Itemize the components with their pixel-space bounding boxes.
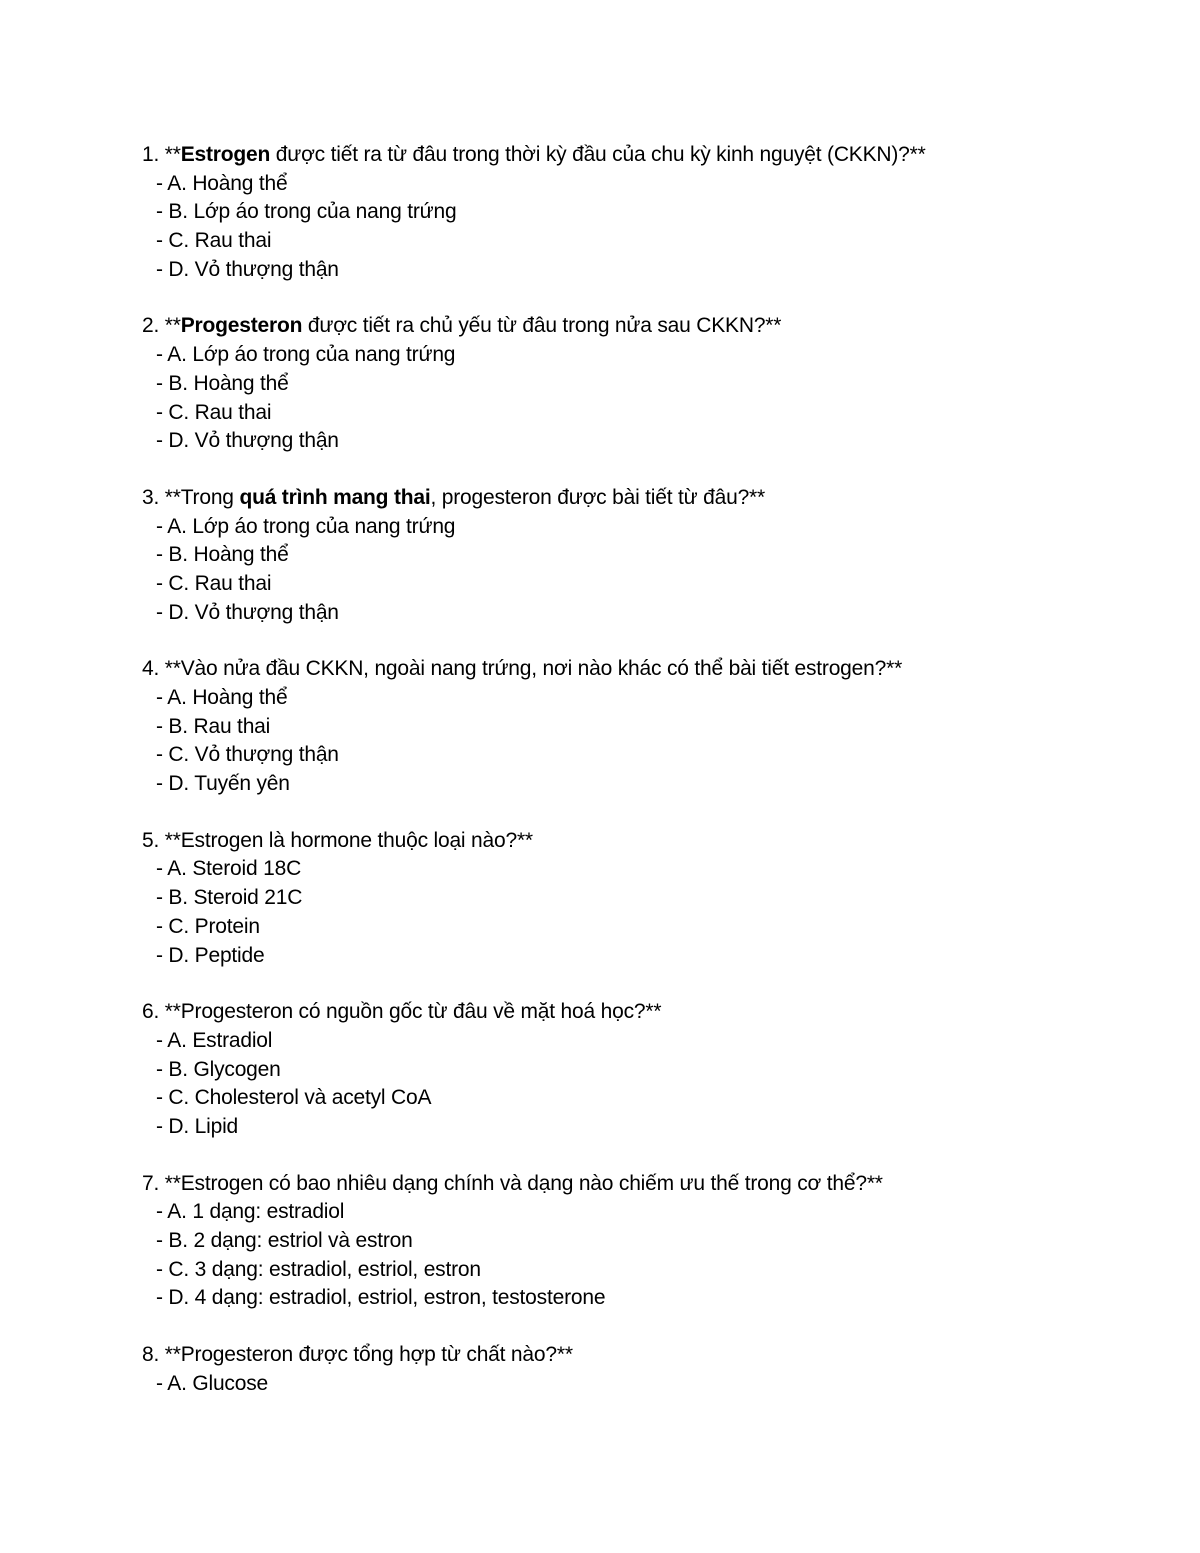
question-number: 7. xyxy=(142,1171,160,1195)
question-7 xyxy=(142,1170,1142,1313)
answer-option: - B. Steroid 21C xyxy=(156,886,303,910)
question-number: 3. xyxy=(142,485,160,509)
question-4 xyxy=(142,655,1142,798)
question-bold-term: Progesteron xyxy=(180,314,303,338)
question-list xyxy=(142,141,1142,1426)
question-prefix: **Trong xyxy=(164,485,240,509)
question-3 xyxy=(142,484,1142,627)
question-text xyxy=(142,827,1142,856)
answer-option: - D. Vỏ thượng thận xyxy=(156,257,339,281)
question-text xyxy=(142,1170,1142,1199)
answer-option: - C. Protein xyxy=(156,914,260,938)
answer-option: - D. Peptide xyxy=(156,943,265,967)
question-5 xyxy=(142,827,1142,970)
answer-option: - A. 1 dạng: estradiol xyxy=(156,1200,345,1224)
answer-option: - B. Hoàng thể xyxy=(156,371,289,395)
answer-option: - A. Estradiol xyxy=(156,1028,273,1052)
question-text xyxy=(142,484,1142,513)
answer-option: - A. Lớp áo trong của nang trứng xyxy=(156,343,456,367)
answer-option: - A. Glucose xyxy=(156,1371,268,1395)
question-text xyxy=(142,655,1142,684)
answer-option: - C. Vỏ thượng thận xyxy=(156,743,339,767)
question-number: 8. xyxy=(142,1343,160,1367)
answer-option: - D. Vỏ thượng thận xyxy=(156,429,339,453)
question-number: 4. xyxy=(142,657,160,681)
answer-option: - A. Hoàng thể xyxy=(156,686,288,709)
question-body: Progesteron có nguồn gốc từ đâu về mặt hoá học?** xyxy=(180,1000,662,1024)
question-6 xyxy=(142,998,1142,1141)
question-2 xyxy=(142,312,1142,455)
answer-option: - B. Hoàng thể xyxy=(156,543,289,567)
answer-option: - C. Rau thai xyxy=(156,229,272,253)
question-prefix: ** xyxy=(164,314,181,338)
answer-option: - D. Lipid xyxy=(156,1114,239,1138)
answer-option: - A. Lớp áo trong của nang trứng xyxy=(156,514,456,538)
answer-option: - C. Rau thai xyxy=(156,400,272,424)
answer-option: - D. 4 dạng: estradiol, estriol, estron, testosterone xyxy=(156,1286,606,1310)
question-body: Estrogen là hormone thuộc loại nào?** xyxy=(180,828,533,852)
question-prefix: ** xyxy=(164,828,181,852)
answer-option: - B. Rau thai xyxy=(156,714,271,738)
question-text xyxy=(142,1341,1142,1370)
question-number: 2. xyxy=(142,314,160,338)
question-body: Vào nửa đầu CKKN, ngoài nang trứng, nơi nào khác có thể bài tiết estrogen?** xyxy=(180,657,903,681)
answer-option: - C. Rau thai xyxy=(156,571,272,595)
question-body: Estrogen có bao nhiêu dạng chính và dạng nào chiếm ưu thế trong cơ thể?** xyxy=(180,1171,883,1195)
question-number: 5. xyxy=(142,828,160,852)
answer-option: - A. Steroid 18C xyxy=(156,857,302,881)
answer-option: - B. Glycogen xyxy=(156,1057,281,1081)
question-body: Progesteron được tổng hợp từ chất nào?** xyxy=(180,1343,573,1367)
question-1 xyxy=(142,141,1142,284)
question-body: được tiết ra chủ yếu từ đâu trong nửa sau CKKN?** xyxy=(302,314,782,338)
question-text xyxy=(142,312,1142,341)
answer-option: - D. Tuyến yên xyxy=(156,772,290,796)
question-bold-term: quá trình mang thai xyxy=(239,485,431,509)
question-number: 6. xyxy=(142,1000,160,1024)
question-prefix: ** xyxy=(164,1171,181,1195)
answer-option: - B. Lớp áo trong của nang trứng xyxy=(156,200,457,224)
question-bold-term: Estrogen xyxy=(180,143,271,166)
answer-option: - D. Vỏ thượng thận xyxy=(156,600,339,624)
answer-option: - A. Hoàng thể xyxy=(156,171,288,195)
question-8 xyxy=(142,1341,1142,1398)
answer-option: - C. 3 dạng: estradiol, estriol, estron xyxy=(156,1257,481,1281)
question-text xyxy=(142,141,1142,170)
question-prefix: ** xyxy=(164,1343,181,1367)
question-body: được tiết ra từ đâu trong thời kỳ đầu của chu kỳ kinh nguyệt (CKKN)?** xyxy=(270,143,926,166)
answer-option: - C. Cholesterol và acetyl CoA xyxy=(156,1086,432,1110)
question-prefix: ** xyxy=(164,657,181,681)
question-text xyxy=(142,998,1142,1027)
question-number: 1. xyxy=(142,143,160,166)
question-prefix: ** xyxy=(164,143,181,166)
question-prefix: ** xyxy=(164,1000,181,1024)
answer-option: - B. 2 dạng: estriol và estron xyxy=(156,1229,413,1252)
question-body: , progesteron được bài tiết từ đâu?** xyxy=(430,485,766,509)
